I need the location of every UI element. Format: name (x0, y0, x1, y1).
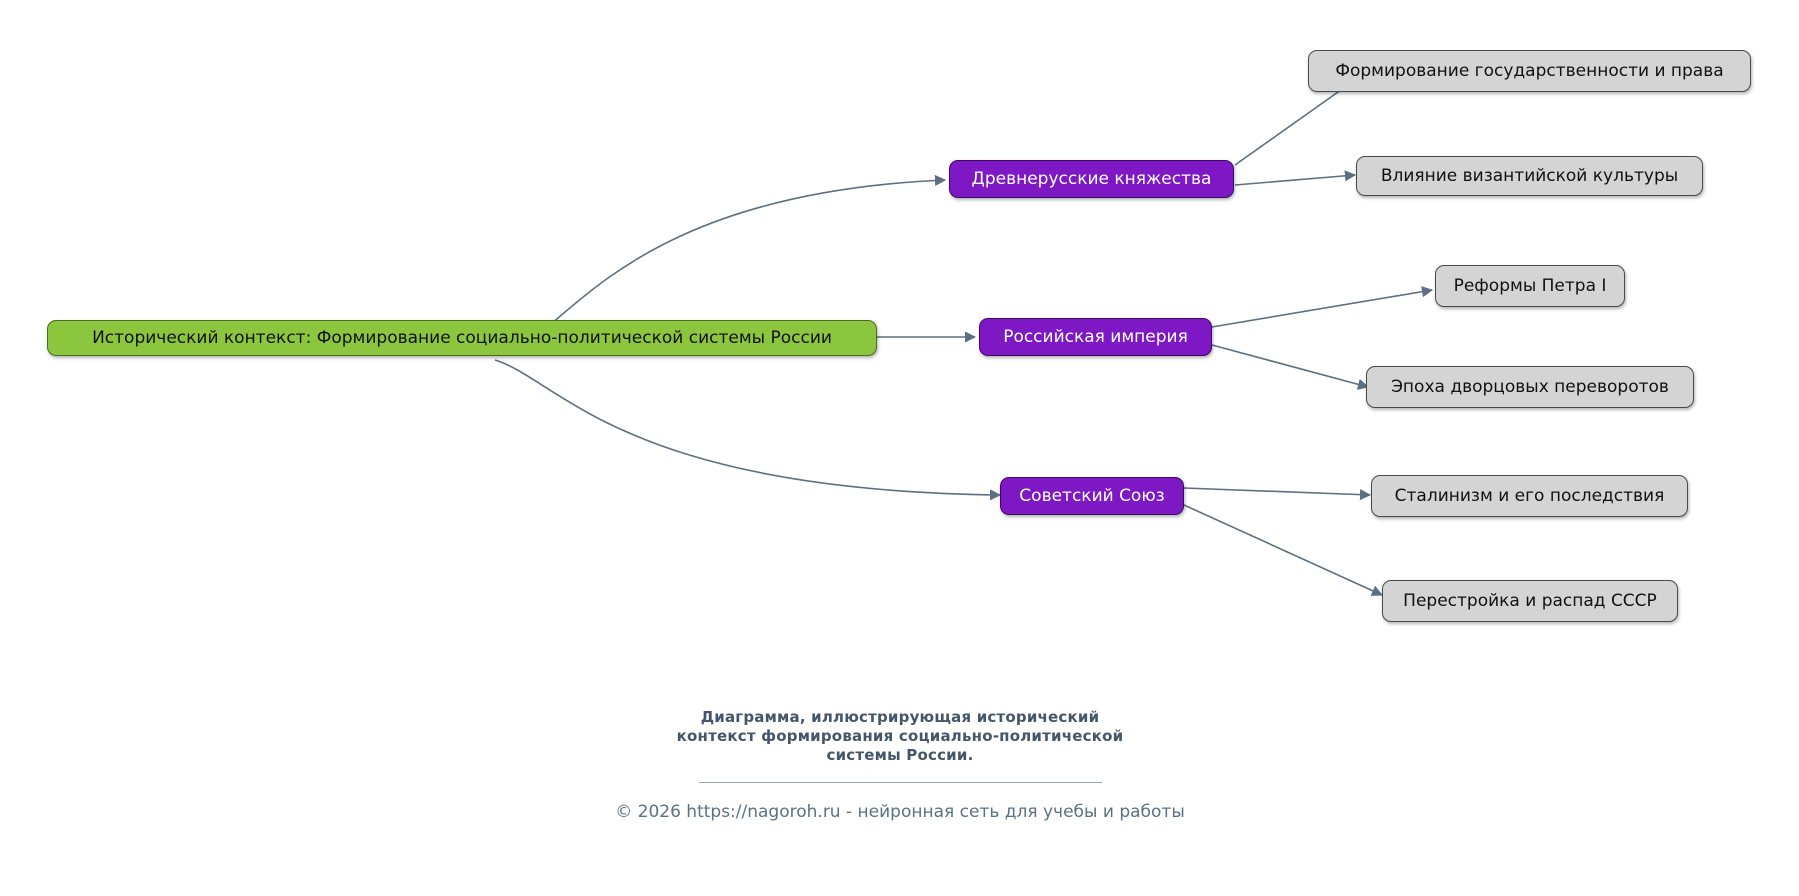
node-branch-3-label: Советский Союз (1019, 486, 1165, 506)
node-leaf-1-1[interactable] (1308, 50, 1751, 92)
edge-branch-1-to-leaf-1-1 (1235, 80, 1355, 165)
edge-branch-3-to-leaf-3-2 (1184, 505, 1382, 595)
node-branch-2[interactable] (979, 318, 1212, 356)
node-branch-3[interactable] (1000, 477, 1184, 515)
node-leaf-1-2-label: Влияние византийской культуры (1380, 166, 1679, 186)
node-leaf-2-2-label: Эпоха дворцовых переворотов (1391, 377, 1669, 397)
edge-branch-1-to-leaf-1-2 (1235, 175, 1355, 185)
node-leaf-3-1[interactable] (1371, 475, 1688, 517)
node-branch-1-label: Древнерусские княжества (971, 169, 1212, 189)
edge-branch-3-to-leaf-3-1 (1184, 488, 1370, 495)
node-leaf-2-1-label: Реформы Петра I (1453, 276, 1607, 296)
node-leaf-2-1[interactable] (1435, 265, 1625, 307)
caption-line-3: системы России. (826, 746, 974, 765)
node-leaf-3-2-label: Перестройка и распад СССР (1403, 591, 1657, 611)
node-leaf-2-2[interactable] (1366, 366, 1694, 408)
footer-text: © 2026 https://nagoroh.ru - нейронная сеть для учебы и работы (615, 802, 1185, 822)
node-branch-1[interactable] (949, 160, 1234, 198)
caption-line-1: Диаграмма, иллюстрирующая исторический (700, 708, 1100, 726)
edge-root-to-branch-3 (495, 360, 1000, 495)
node-branch-2-label: Российская империя (1003, 327, 1188, 347)
node-root-label: Исторический контекст: Формирование социально-политической системы России (92, 328, 832, 348)
caption-line-2: контекст формирования социально-политической (676, 727, 1124, 746)
node-leaf-3-1-label: Сталинизм и его последствия (1394, 486, 1665, 506)
node-root[interactable] (47, 320, 877, 356)
node-leaf-1-1-label: Формирование государственности и права (1335, 61, 1724, 81)
node-leaf-1-2[interactable] (1356, 156, 1703, 196)
caption-divider (699, 782, 1102, 783)
node-leaf-3-2[interactable] (1382, 580, 1678, 622)
edge-branch-2-to-leaf-2-2 (1212, 345, 1368, 387)
edge-branch-2-to-leaf-2-1 (1212, 290, 1432, 327)
footer-copyright (500, 802, 1300, 822)
diagram-caption (600, 708, 1200, 766)
